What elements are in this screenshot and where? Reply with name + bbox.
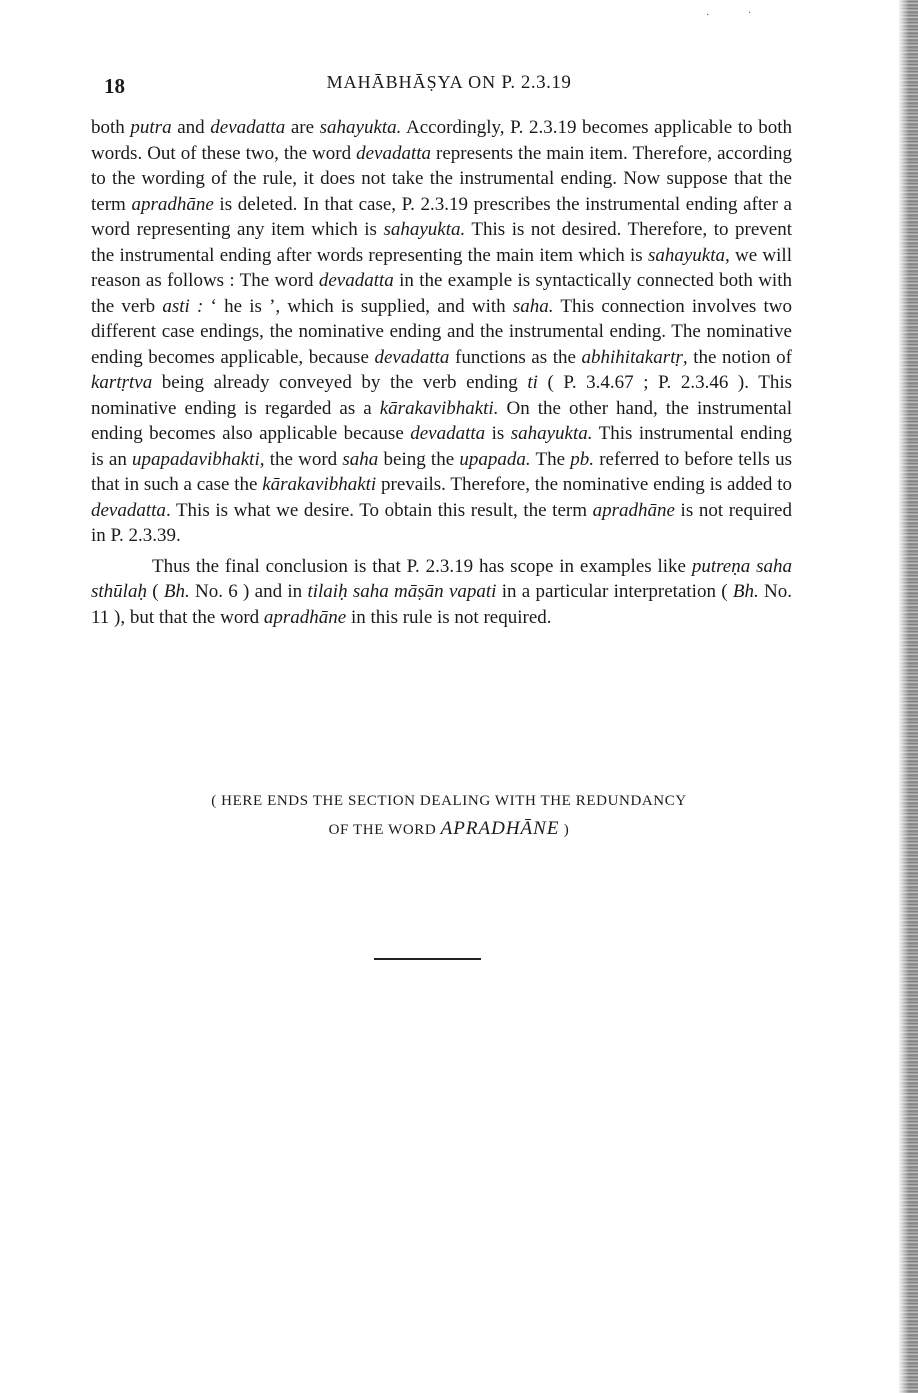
italic-term: sahayukta, bbox=[647, 244, 730, 266]
text-run: functions as the bbox=[449, 346, 582, 368]
text-run: referred to before tells us that in such a case the bbox=[91, 448, 793, 495]
text-run: prevails. Therefore, the nominative ending is added to bbox=[376, 474, 792, 495]
section-end-suffix: ) bbox=[563, 822, 570, 838]
text-run: being the bbox=[378, 448, 460, 470]
italic-term: upapadavibhakti, bbox=[132, 448, 265, 470]
italic-term: devadatta bbox=[374, 346, 450, 368]
text-run: . This is what we desire. To obtain this result, the term bbox=[165, 499, 593, 521]
closing-rule bbox=[374, 958, 481, 960]
page-number: 18 bbox=[104, 74, 125, 98]
text-run: This is not desired. Therefore, to prevent the instrumental ending after words representing the main item which is bbox=[91, 219, 792, 266]
italic-term: Bh. bbox=[732, 581, 759, 602]
paragraph-1 bbox=[91, 115, 792, 549]
text-run: ( bbox=[146, 581, 164, 602]
text-run: in the example is syntactically connected both with the verb bbox=[91, 270, 792, 317]
text-run: On the other hand, the instrumental ending becomes also applicable because bbox=[91, 397, 792, 444]
italic-term: devadatta bbox=[410, 423, 486, 444]
italic-term: saha. bbox=[512, 295, 554, 317]
italic-term: upapada. bbox=[459, 448, 531, 470]
italic-term: saha bbox=[342, 448, 379, 470]
text-run: are bbox=[285, 117, 320, 138]
text-run: The bbox=[530, 448, 571, 470]
section-end-prefix: OF THE WORD bbox=[328, 822, 437, 838]
text-run: No. 6 ) and in bbox=[189, 581, 308, 602]
scan-speck: · bbox=[706, 10, 710, 21]
text-run: Accordingly, P. 2.3.19 becomes applicable to both words. Out of these two, the word bbox=[91, 117, 793, 164]
text-run: ‘ he is ’, which is supplied, and with bbox=[203, 295, 513, 317]
text-run: is deleted. In that case, P. 2.3.19 prescribes the instrumental ending after a word representing any item which is bbox=[91, 193, 792, 240]
italic-term: kārakavibhakti. bbox=[379, 397, 499, 419]
text-run: in this rule is not required. bbox=[346, 606, 552, 628]
section-end-line-1: ( HERE ENDS THE SECTION DEALING WITH THE REDUNDANCY bbox=[211, 793, 687, 809]
text-run: the notion of bbox=[687, 346, 792, 368]
italic-term: kartṛtva bbox=[91, 372, 153, 393]
italic-term: apradhāne bbox=[592, 499, 675, 521]
section-end-line-2 bbox=[104, 815, 794, 844]
italic-term: sahayukta. bbox=[319, 117, 402, 138]
running-title-reference: P. 2.3.19 bbox=[501, 72, 572, 93]
text-run: is bbox=[485, 423, 511, 444]
italic-term: devadatta bbox=[210, 117, 286, 138]
italic-term: devadatta bbox=[318, 270, 394, 291]
section-end-word: APRADHĀNE bbox=[440, 818, 560, 839]
italic-term: sahayukta. bbox=[383, 219, 466, 240]
section-end-note bbox=[104, 787, 794, 844]
italic-term: putra bbox=[130, 117, 172, 138]
text-run: and bbox=[171, 117, 211, 138]
running-title-text: MAHĀBHĀṢYA ON bbox=[326, 72, 497, 92]
italic-term: Bh. bbox=[163, 581, 190, 602]
text-run: is not required in P. 2.3.39. bbox=[91, 499, 792, 546]
text-run: Thus the final conclusion is that P. 2.3.19 has scope in examples like bbox=[152, 555, 692, 577]
italic-term: sahayukta. bbox=[510, 423, 593, 444]
italic-term: apradhāne bbox=[131, 193, 214, 215]
italic-term: abhihitakartṛ, bbox=[581, 346, 688, 368]
scan-speck: · bbox=[748, 8, 752, 19]
text-run: the word bbox=[264, 448, 343, 470]
italic-term: ti bbox=[527, 372, 538, 393]
text-run: ( P. 3.4.67 ; P. 2.3.46 ). This nominative ending is regarded as a bbox=[91, 372, 792, 419]
running-title bbox=[104, 72, 794, 94]
text-run: both bbox=[91, 117, 131, 138]
text-run: being already conveyed by the verb ending bbox=[152, 372, 528, 393]
main-text bbox=[91, 115, 792, 630]
italic-term: pb. bbox=[570, 448, 594, 470]
page-header bbox=[104, 70, 794, 98]
italic-term: apradhāne bbox=[263, 606, 347, 628]
text-run: This instrumental ending is an bbox=[91, 423, 792, 470]
italic-term: devadatta bbox=[91, 499, 166, 521]
text-run: No. 11 ), but that the word bbox=[91, 581, 792, 628]
text-run: we will reason as follows : The word bbox=[91, 244, 792, 291]
text-run: represents the main item. Therefore, according to the wording of the rule, it does not take the instrumental ending. Now suppose that the term bbox=[91, 142, 792, 215]
text-run: in a particular interpretation ( bbox=[496, 581, 733, 602]
italic-term: devadatta bbox=[356, 142, 432, 164]
page-edge-shadow bbox=[898, 0, 918, 1393]
italic-term: tilaiḥ saha māṣān vapati bbox=[307, 581, 497, 602]
paragraph-2 bbox=[91, 554, 792, 631]
italic-term: asti : bbox=[162, 295, 204, 317]
italic-term: putreṇa saha sthūlaḥ bbox=[91, 555, 792, 602]
italic-term: kārakavibhakti bbox=[262, 474, 377, 495]
text-run: This connection involves two different case endings, the nominative ending and the instrumental ending. The nominative ending becomes applicable, because bbox=[91, 295, 792, 368]
